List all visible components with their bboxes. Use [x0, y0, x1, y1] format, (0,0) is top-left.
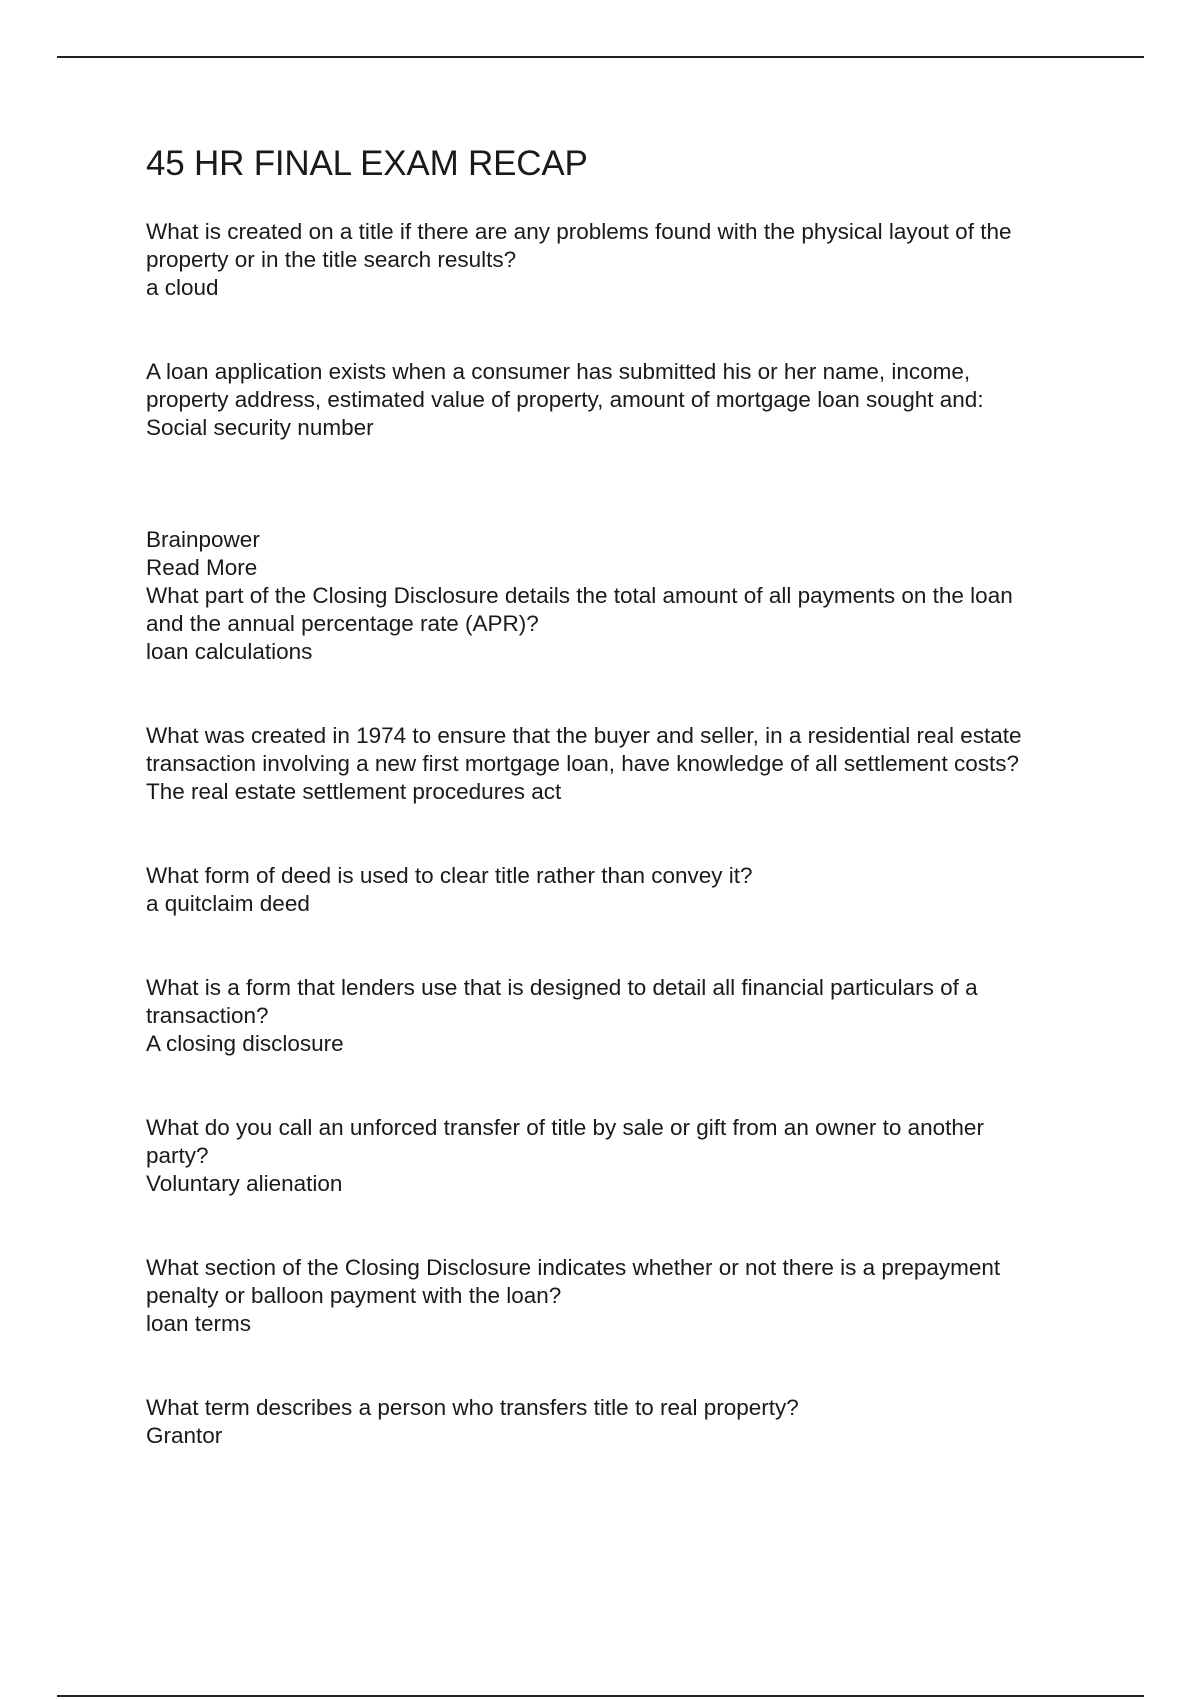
- read-more-link[interactable]: Read More: [146, 555, 258, 580]
- question-line: What is a form that lenders use that is designed to detail all financial particulars of a: [146, 975, 978, 1000]
- question-line: What form of deed is used to clear title rather than convey it?: [146, 863, 753, 888]
- qa-item: [146, 358, 1106, 442]
- qa-item: [146, 1114, 1106, 1198]
- qa-item: [146, 1254, 1106, 1338]
- answer: loan calculations: [146, 639, 313, 664]
- qa-item: [146, 1394, 1106, 1450]
- answer: Voluntary alienation: [146, 1171, 343, 1196]
- page-title: 45 HR FINAL EXAM RECAP: [146, 144, 588, 183]
- question-line: What part of the Closing Disclosure details the total amount of all payments on the loan: [146, 583, 1013, 608]
- answer: The real estate settlement procedures act: [146, 779, 562, 804]
- question-line: What was created in 1974 to ensure that the buyer and seller, in a residential real estate: [146, 723, 1022, 748]
- answer: Grantor: [146, 1423, 223, 1448]
- question-line: party?: [146, 1143, 209, 1168]
- bottom-rule: [57, 1695, 1144, 1697]
- top-rule: [57, 56, 1144, 58]
- question-line: transaction involving a new first mortgage loan, have knowledge of all settlement costs?: [146, 751, 1019, 776]
- question-line: What section of the Closing Disclosure indicates whether or not there is a prepayment: [146, 1255, 1001, 1280]
- answer: A closing disclosure: [146, 1031, 344, 1056]
- answer: Social security number: [146, 415, 374, 440]
- question-line: What do you call an unforced transfer of title by sale or gift from an owner to another: [146, 1115, 984, 1140]
- answer: a cloud: [146, 275, 219, 300]
- question-line: What is created on a title if there are any problems found with the physical layout of the: [146, 219, 1012, 244]
- brainpower-label: Brainpower: [146, 527, 260, 552]
- answer: a quitclaim deed: [146, 891, 310, 916]
- question-line: transaction?: [146, 1003, 269, 1028]
- qa-item: [146, 974, 1106, 1058]
- qa-item: [146, 218, 1106, 302]
- qa-item: [146, 722, 1106, 806]
- qa-item: [146, 862, 1106, 918]
- question-line: property or in the title search results?: [146, 247, 517, 272]
- question-line: A loan application exists when a consumer has submitted his or her name, income,: [146, 359, 971, 384]
- document-body: [146, 140, 1106, 1450]
- qa-item: [146, 526, 1106, 666]
- question-line: property address, estimated value of property, amount of mortgage loan sought and:: [146, 387, 984, 412]
- question-line: What term describes a person who transfers title to real property?: [146, 1395, 799, 1420]
- question-line: penalty or balloon payment with the loan?: [146, 1283, 562, 1308]
- question-line: and the annual percentage rate (APR)?: [146, 611, 539, 636]
- answer: loan terms: [146, 1311, 252, 1336]
